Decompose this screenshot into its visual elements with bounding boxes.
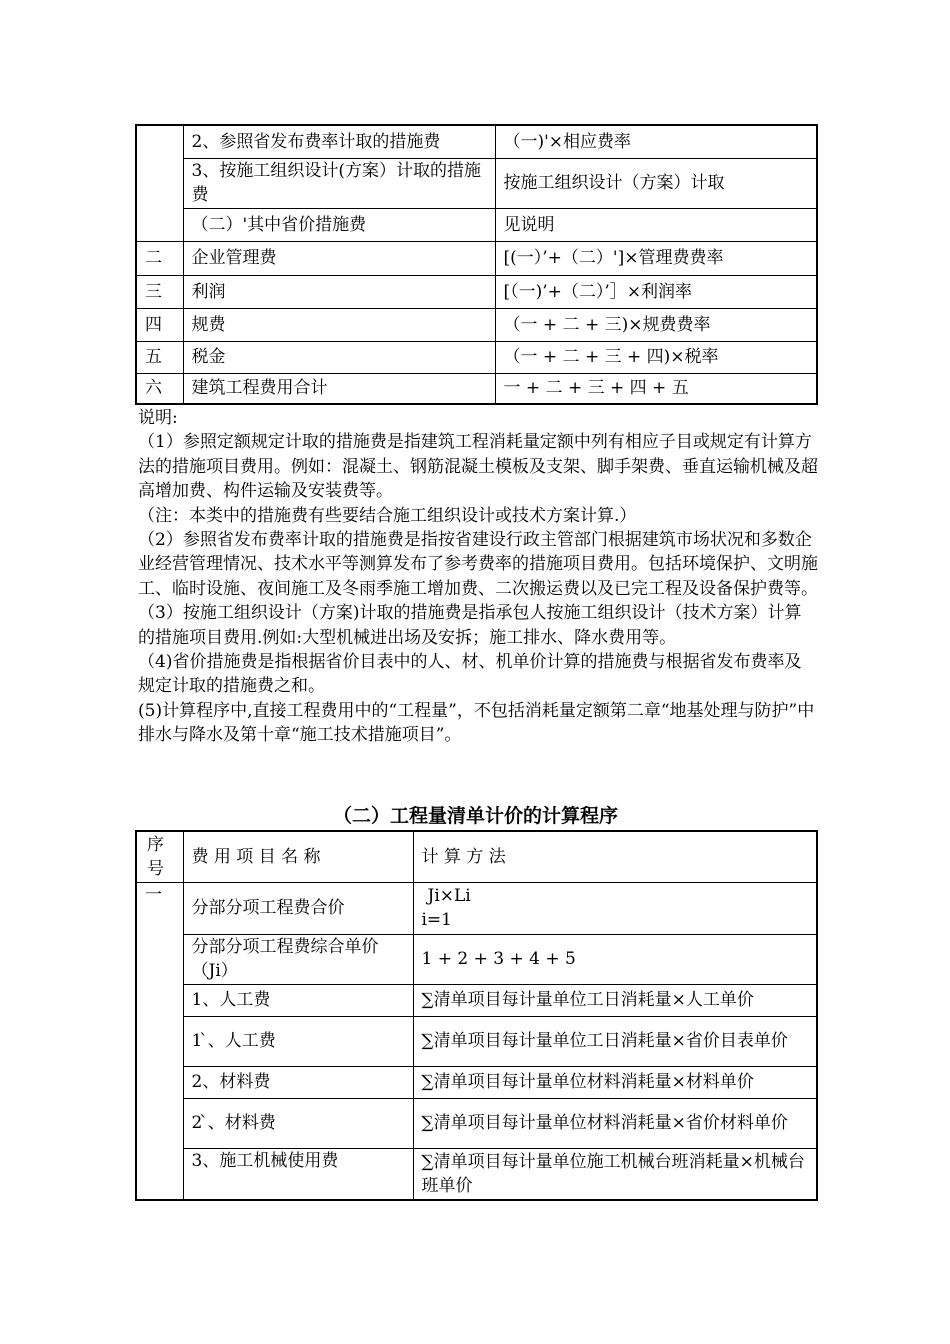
note-paragraph: （2）参照省发布费率计取的措施费是指按省建设行政主管部门根据建筑市场状况和多数企业经营管理情况、技术水平等测算发布了参考费率的措施项目费用。包括环境保护、文明施工、临时设施、夜间施工及冬雨季施工增加费、二次搬运费以及已完工程及设备保护费等。 (138, 530, 818, 599)
table-cell-method (413, 882, 817, 934)
table-cell-item: 1 ̀、人工费 (183, 1016, 413, 1066)
header-method: 计 算 方 法 (413, 831, 817, 882)
table-cell-seq: 六 (136, 373, 183, 404)
table-cell-method: ∑清单项目每计量单位工日消耗量×省价目表单价 (413, 1016, 817, 1066)
table-cell-method: ∑清单项目每计量单位材料消耗量×省价材料单价 (413, 1098, 817, 1148)
table-cell-method: 一 + 二 + 三 + 四 + 五 (495, 373, 817, 404)
table-row (136, 1148, 817, 1200)
table-cell-method: （一)'×相应费率 (495, 125, 817, 158)
table-cell-seq: 二 (136, 241, 183, 275)
table-cell-item: 分部分项工程费综合单价（Ji） (183, 934, 413, 984)
table-row (136, 158, 817, 208)
table-row (136, 341, 817, 373)
table-cell-seq: 四 (136, 308, 183, 341)
table-row (136, 275, 817, 308)
notes-section (138, 406, 818, 748)
table-row (136, 882, 817, 934)
table-cell-item: 分部分项工程费合价 (183, 882, 413, 934)
table-row (136, 373, 817, 404)
table-cell-method: （一 + 二 + 三)×规费费率 (495, 308, 817, 341)
note-paragraph: （注：本类中的措施费有些要结合施工组织设计或技术方案计算.） (138, 505, 637, 526)
table-cell-method: （一 + 二 + 三 + 四)×税率 (495, 341, 817, 373)
bill-of-quantities-table (135, 830, 818, 1201)
table-cell-method: [(一）’+（二）']×管理费费率 (495, 241, 817, 275)
section-title: （二）工程量清单计价的计算程序 (332, 805, 618, 827)
table-cell-item: 税金 (183, 341, 495, 373)
header-item: 费 用 项 目 名 称 (183, 831, 413, 882)
table-cell-method: ∑清单项目每计量单位工日消耗量×人工单价 (413, 984, 817, 1016)
header-seq: 序号 (136, 831, 183, 882)
table-row (136, 308, 817, 341)
table-row (136, 241, 817, 275)
table-cell-item: 规费 (183, 308, 495, 341)
table-cell-item: 1、人工费 (183, 984, 413, 1016)
table-cell-item: 利润 (183, 275, 495, 308)
table-cell-item: 建筑工程费用合计 (183, 373, 495, 404)
table-cell-seq (136, 125, 183, 241)
note-paragraph: （3）按施工组织设计（方案)计取的措施费是指承包人按施工组织设计（技术方案）计算的措施项目费用.例如:大型机械进出场及安拆；施工排水、降水费用等。 (138, 603, 802, 648)
table-row (136, 1066, 817, 1098)
note-paragraph: (5)计算程序中,直接工程费用中的“工程量”，不包括消耗量定额第二章“地基处理与防护”中排水与降水及第十章“施工技术措施项目”。 (138, 700, 815, 746)
table-row (136, 934, 817, 984)
table-cell-item: 2、参照省发布费率计取的措施费 (183, 125, 495, 158)
table-cell-method: ∑清单项目每计量单位施工机械台班消耗量×机械台班单价 (413, 1148, 817, 1200)
table-cell-method: ∑清单项目每计量单位材料消耗量×材料单价 (413, 1066, 817, 1098)
method-line: Ji×Li (427, 886, 471, 906)
note-paragraph: （1）参照定额规定计取的措施费是指建筑工程消耗量定额中列有相应子目或规定有计算方法的措施项目费用。例如：混凝土、钢筋混凝土模板及支架、脚手架费、垂直运输机械及超高增加费、构件运输及安装费等。 (138, 432, 818, 502)
table-row (136, 1016, 817, 1066)
notes-heading: 说明: (138, 408, 178, 428)
table-row (136, 208, 817, 241)
table-cell-seq: 三 (136, 275, 183, 308)
table-cell-method: 按施工组织设计（方案）计取 (495, 158, 817, 208)
note-paragraph: （4)省价措施费是指根据省价目表中的人、材、机单价计算的措施费与根据省发布费率及规定计取的措施费之和。 (138, 652, 802, 697)
table-row (136, 1098, 817, 1148)
fee-table-continued (135, 124, 818, 405)
table-row (136, 984, 817, 1016)
table-cell-method: 见说明 (495, 208, 817, 241)
table-row (136, 125, 817, 158)
table-cell-item: 2 ̀、材料费 (183, 1098, 413, 1148)
table-cell-item: 3、按施工组织设计(方案）计取的措施费 (183, 158, 495, 208)
table-header-row (136, 831, 817, 882)
method-line: i=1 (421, 910, 452, 930)
table-cell-seq: 一 (136, 882, 183, 1200)
table-cell-method: 1 + 2 + 3 + 4 + 5 (413, 934, 817, 984)
table-cell-method: [（一)’+（二）’］×利润率 (495, 275, 817, 308)
table-cell-item: 3、施工机械使用费 (183, 1148, 413, 1200)
table-cell-item: 企业管理费 (183, 241, 495, 275)
table-cell-item: （二）'其中省价措施费 (183, 208, 495, 241)
table-cell-seq: 五 (136, 341, 183, 373)
table-cell-item: 2、材料费 (183, 1066, 413, 1098)
